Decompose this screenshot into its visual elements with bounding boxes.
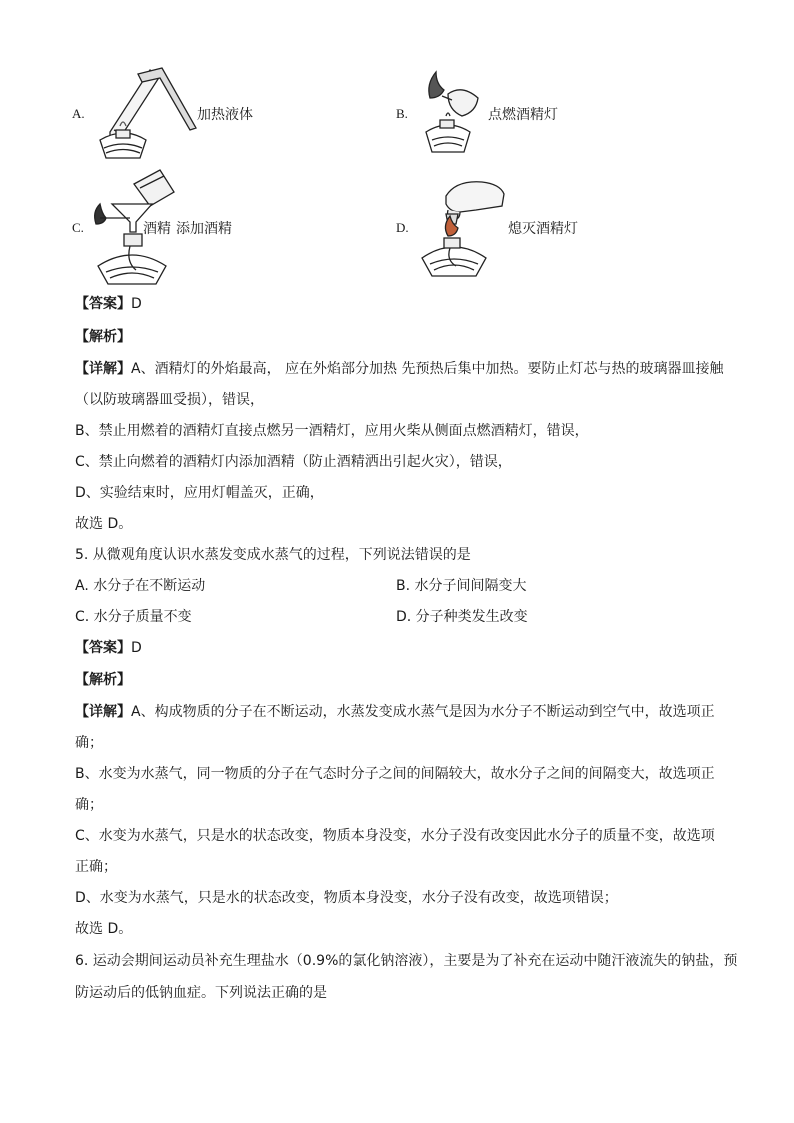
- q5-option-c: C. 水分子质量不变: [75, 609, 192, 625]
- analysis-tag: 【解析】: [75, 329, 131, 345]
- q4-detail-line-4: C、禁止向燃着的酒精灯内添加酒精（防止酒精洒出引起火灾），错误，: [75, 454, 512, 470]
- q6-stem-line-1: 6. 运动会期间运动员补充生理盐水（0.9%的氯化钠溶液），主要是为了补充在运动中随汗液流失的钠盐，预: [75, 953, 738, 969]
- q5-detail-line-5: C、水变为水蒸气，只是水的状态改变，物质本身没变，水分子没有改变因此水分子的质量不变，故选项: [75, 828, 715, 844]
- q4-answer-line: [75, 294, 142, 314]
- q5-analysis-tag: [75, 670, 131, 690]
- q5-stem: 5. 从微观角度认识水蒸发变成水蒸气的过程，下列说法错误的是: [75, 547, 471, 563]
- answer-tag: 【答案】: [75, 640, 131, 656]
- q5-option-d: D. 分子种类发生改变: [396, 609, 528, 625]
- q5-detail-line-7: D、水变为水蒸气，只是水的状态改变，物质本身没变，水分子没有改变，故选项错误；: [75, 890, 618, 906]
- q5-detail-line-4: 确；: [75, 797, 103, 813]
- answer-value: D: [131, 296, 142, 312]
- detail-text: A、构成物质的分子在不断运动，水蒸发变成水蒸气是因为水分子不断运动到空气中，故选项正: [131, 704, 715, 720]
- q4-detail-line-2: （以防玻璃器皿受损），错误，: [75, 392, 264, 408]
- answer-tag: 【答案】: [75, 296, 131, 312]
- q4-analysis-tag: [75, 327, 131, 347]
- answer-value: D: [131, 640, 142, 656]
- inline-label-alcohol: 酒精: [143, 221, 171, 237]
- option-caption: 点燃酒精灯: [488, 107, 558, 123]
- option-caption: 加热液体: [197, 107, 253, 123]
- option-letter: B.: [396, 106, 408, 121]
- q5-option-b: B. 水分子间间隔变大: [396, 578, 527, 594]
- detail-tag: 【详解】: [75, 704, 131, 720]
- detail-tag: 【详解】: [75, 361, 131, 377]
- option-letter: D.: [396, 220, 409, 235]
- option-caption: 熄灭酒精灯: [508, 221, 578, 237]
- q5-answer-line: [75, 638, 142, 658]
- detail-text: A、酒精灯的外焰最高， 应在外焰部分加热 先预热后集中加热。要防止灯芯与热的玻璃器皿接触: [131, 361, 724, 377]
- extinguishing-lamp-illustration: [416, 176, 506, 278]
- q4-detail-line-3: B、禁止用燃着的酒精灯直接点燃另一酒精灯，应用火柴从侧面点燃酒精灯，错误，: [75, 423, 589, 439]
- q4-detail-line-5: D、实验结束时，应用灯帽盖灭，正确，: [75, 485, 324, 501]
- option-letter: C.: [72, 220, 84, 235]
- heating-liquid-illustration: [90, 60, 200, 165]
- q6-stem-line-2: 防运动后的低钠血症。下列说法正确的是: [75, 985, 327, 1001]
- analysis-tag: 【解析】: [75, 672, 131, 688]
- q5-detail-line-6: 正确；: [75, 859, 117, 875]
- q5-detail-line-8: 故选 D。: [75, 921, 133, 937]
- q5-detail-line-2: 确；: [75, 735, 103, 751]
- lighting-lamp-illustration: [418, 70, 488, 156]
- q4-detail-line-6: 故选 D。: [75, 516, 133, 532]
- q4-detail-line-1: [75, 359, 723, 379]
- q5-detail-line-1: [75, 702, 715, 722]
- q5-option-a: A. 水分子在不断运动: [75, 578, 206, 594]
- option-caption: 添加酒精: [176, 221, 232, 237]
- option-letter: A.: [72, 106, 85, 121]
- q5-detail-line-3: B、水变为水蒸气，同一物质的分子在气态时分子之间的间隔较大，故水分子之间的间隔变大，故选项正: [75, 766, 715, 782]
